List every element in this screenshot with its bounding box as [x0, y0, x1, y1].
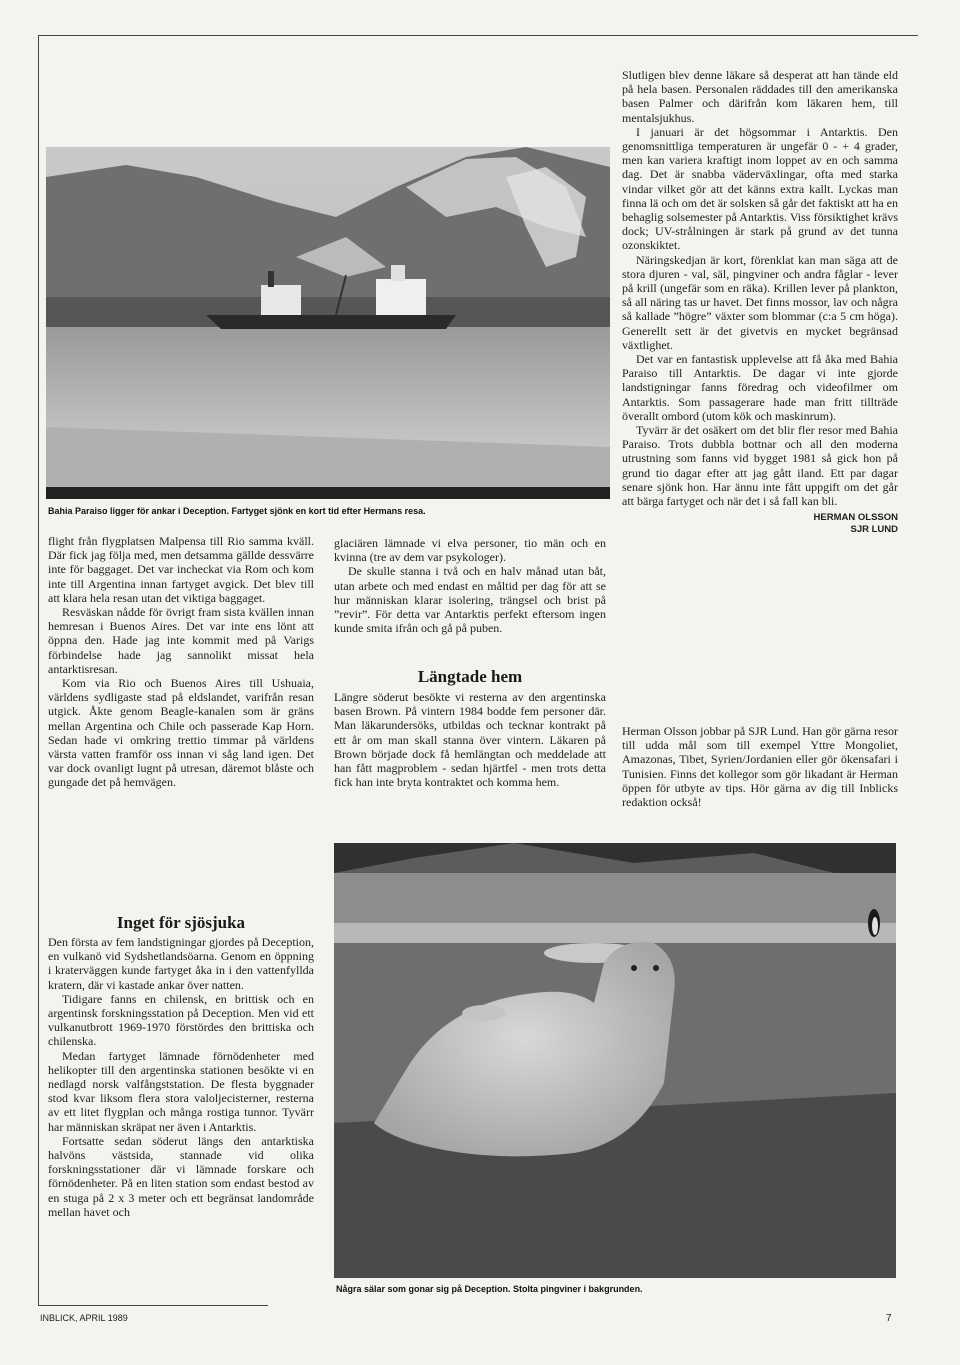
column-1-intro — [48, 534, 314, 790]
left-rule — [38, 35, 39, 1305]
paragraph: De skulle stanna i två och en halv månad utan båt, utan arbete och med endast en måltid per dag för att se hur människan klarar isolering, trängsel och brist på ”revir”. För detta var Antarktis perfekt eftersom ingen kunde smita ifrån och gå på puben. — [334, 564, 606, 636]
paragraph: Längre söderut besökte vi resterna av den argentinska basen Brown. På vintern 1984 bodde fem personer där. Man läkarundersöks, utbildas och tecknar kontrakt på ett år om man skall stanna över vintern. Läkaren på Brown började dock få hemlängtan och meddelade att han fått magproblem - sedan hjärtfel - men trots detta fick han inte bryta kontraktet och komma hem. — [334, 690, 606, 790]
bottom-rule — [38, 1305, 268, 1306]
heading-langtade-hem: Längtade hem — [417, 667, 523, 686]
paragraph: Medan fartyget lämnade förnödenheter med helikopter till den argentinska stationen besökte vi en nedlagd norsk valfångststation. De flesta byggnader stod kvar liksom flera stora valoljecisterner, resterna av ett litet flygplan och många rostiga tunnor. Tyvärr har människan skräpat ner även i Antarktis. — [48, 1048, 314, 1134]
author-affiliation: SJR LUND — [850, 524, 898, 536]
author-bio — [622, 724, 898, 809]
author-name: HERMAN OLSSON — [813, 512, 898, 524]
top-rule — [38, 35, 918, 36]
column-2-intro — [334, 536, 606, 635]
paragraph: Slutligen blev denne läkare så desperat att han tände eld på hela basen. Personalen räddades till den amerikanska basen Palmer och därifrån kom läkaren hem, till mentalsjukhus. — [622, 68, 898, 125]
ship-photo-caption: Bahia Paraiso ligger för ankar i Deception. Fartyget sjönk en kort tid efter Hermans resa. — [48, 506, 426, 516]
ship-photo-image — [46, 147, 610, 499]
footer-publication: INBLICK, APRIL 1989 — [40, 1313, 128, 1323]
paragraph: Näringskedjan är kort, förenklat kan man säga att de stora djuren - val, säl, pingviner och andra fåglar - lever på krill (ungefär som en räka). Krillen lever på plankton, så all näring tas ur havet. Det finns mossor, lav och några så kallade ”högre” växter som blommar (c:a 5 cm höga). Generellt sett är det givetvis en mycket begränsad växtlighet. — [622, 252, 898, 352]
paragraph: Det var en fantastisk upplevelse att få åka med Bahia Paraiso till Antarktis. De dagar vi inte gjorde landstigningar fanns föredrag och videofilmer om Antarktis. Som passagerare hade man fritt tillträde överallt ombord (utom kök och maskinrum). — [622, 352, 898, 423]
seal-photo-caption: Några sälar som gonar sig på Deception. Stolta pingviner i bakgrunden. — [336, 1284, 643, 1294]
heading-inget-for-sjosjuka: Inget för sjösjuka — [116, 913, 246, 932]
paragraph: Den första av fem landstigningar gjordes på Deception, en vulkanö vid Sydshetlandsöarna. Genom en öppning i kraterväggen kunde fartyget åka in i den vattenfyllda kratern, där vi kastade ankar över natten. — [48, 935, 314, 992]
page-number: 7 — [886, 1313, 892, 1324]
paragraph: glaciären lämnade vi elva personer, tio män och en kvinna (tre av dem var psykologer). — [334, 536, 606, 565]
seal-photo — [334, 843, 896, 1278]
paragraph: flight från flygplatsen Malpensa till Rio samma kväll. Där fick jag följa med, men detsamma gällde dessvärre inte för baggaget. Det var incheckat via Rom och kom inte till Argentina innan fartyget avgick. Det blev till att klara hela resan utan det viktiga baggaget. — [48, 534, 314, 605]
ship-photo — [46, 147, 610, 499]
seal-photo-image — [334, 843, 896, 1278]
paragraph: Kom via Rio och Buenos Aires till Ushuaia, världens sydligaste stad på eldslandet, varifrån resan utgick. Åkte genom Beagle-kanalen som är gräns mellan Argentina och Chile och passerade Kap Horn. Sedan hade vi omkring trettio timmar på världens värsta vatten framför oss innan vi såg land igen. Det var dock ovanligt lugnt på utresan, däremot blåste och gungade det på hemvägen. — [48, 676, 314, 790]
paragraph: Fortsatte sedan söderut längs den antarktiska halvöns västsida, stannade vid olika forskningsstationer där vi lämnade forskare och förnödenheter. På en liten station som endast bestod av en stuga på 2 x 3 meter och ett begränsat landområde mellan havet och — [48, 1133, 314, 1219]
paragraph: I januari är det högsommar i Antarktis. Den genomsnittliga temperaturen är ungefär 0 - + 4 grader, men kan variera kraftigt inom loppet av en och samma dag. Det är snabba väderväxlingar, ofta med starka vindar vilket gör att det känns extra kallt. Lyckas man finna lä och om det är solsken så går det faktiskt att ha en behaglig solsemester på Antarktis. Viss försiktighet krävs dock; UV-strålningen är stark på grund av det tunna ozonskiktet. — [622, 124, 898, 253]
column-1-section — [48, 935, 314, 1219]
author-signature — [622, 512, 898, 536]
penguin — [868, 909, 880, 937]
paragraph: Resväskan nådde för övrigt fram sista kvällen innan hemresan i Buenos Aires. Det var inte ens lönt att öppna den. Hade jag inte kommit med på Varigs förbindelse hade jag sannolikt missat hela antarktisresan. — [48, 605, 314, 676]
column-3-text — [622, 68, 898, 536]
paragraph: Tidigare fanns en chilensk, en brittisk och en argentinsk forskningsstation på Deception. Men vid ett vulkanutbrott 1969-1970 förstördes den brittiska och chilenska. — [48, 991, 314, 1049]
column-2-section — [334, 690, 606, 789]
paragraph: Tyvärr är det osäkert om det blir fler resor med Bahia Paraiso. Trots dubbla bottnar och all den moderna utrustning som fanns vid bygget 1981 så gick hon på grund tio dagar efter att jag gått iland. Ett par dagar senare sjönk hon. Har ännu inte fått uppgift om det går att bärga fartyget och när det i så fall kan bli. — [622, 423, 898, 509]
paragraph: Herman Olsson jobbar på SJR Lund. Han gör gärna resor till udda mål som till exempel Yttre Mongoliet, Amazonas, Tibet, Syrien/Jordanien eller gör ökensafari i Tunisien. Finns det kollegor som gör likadant är Herman öppen för utbyte av tips. Hör gärna av dig till Inblicks redaktion också! — [622, 724, 898, 810]
